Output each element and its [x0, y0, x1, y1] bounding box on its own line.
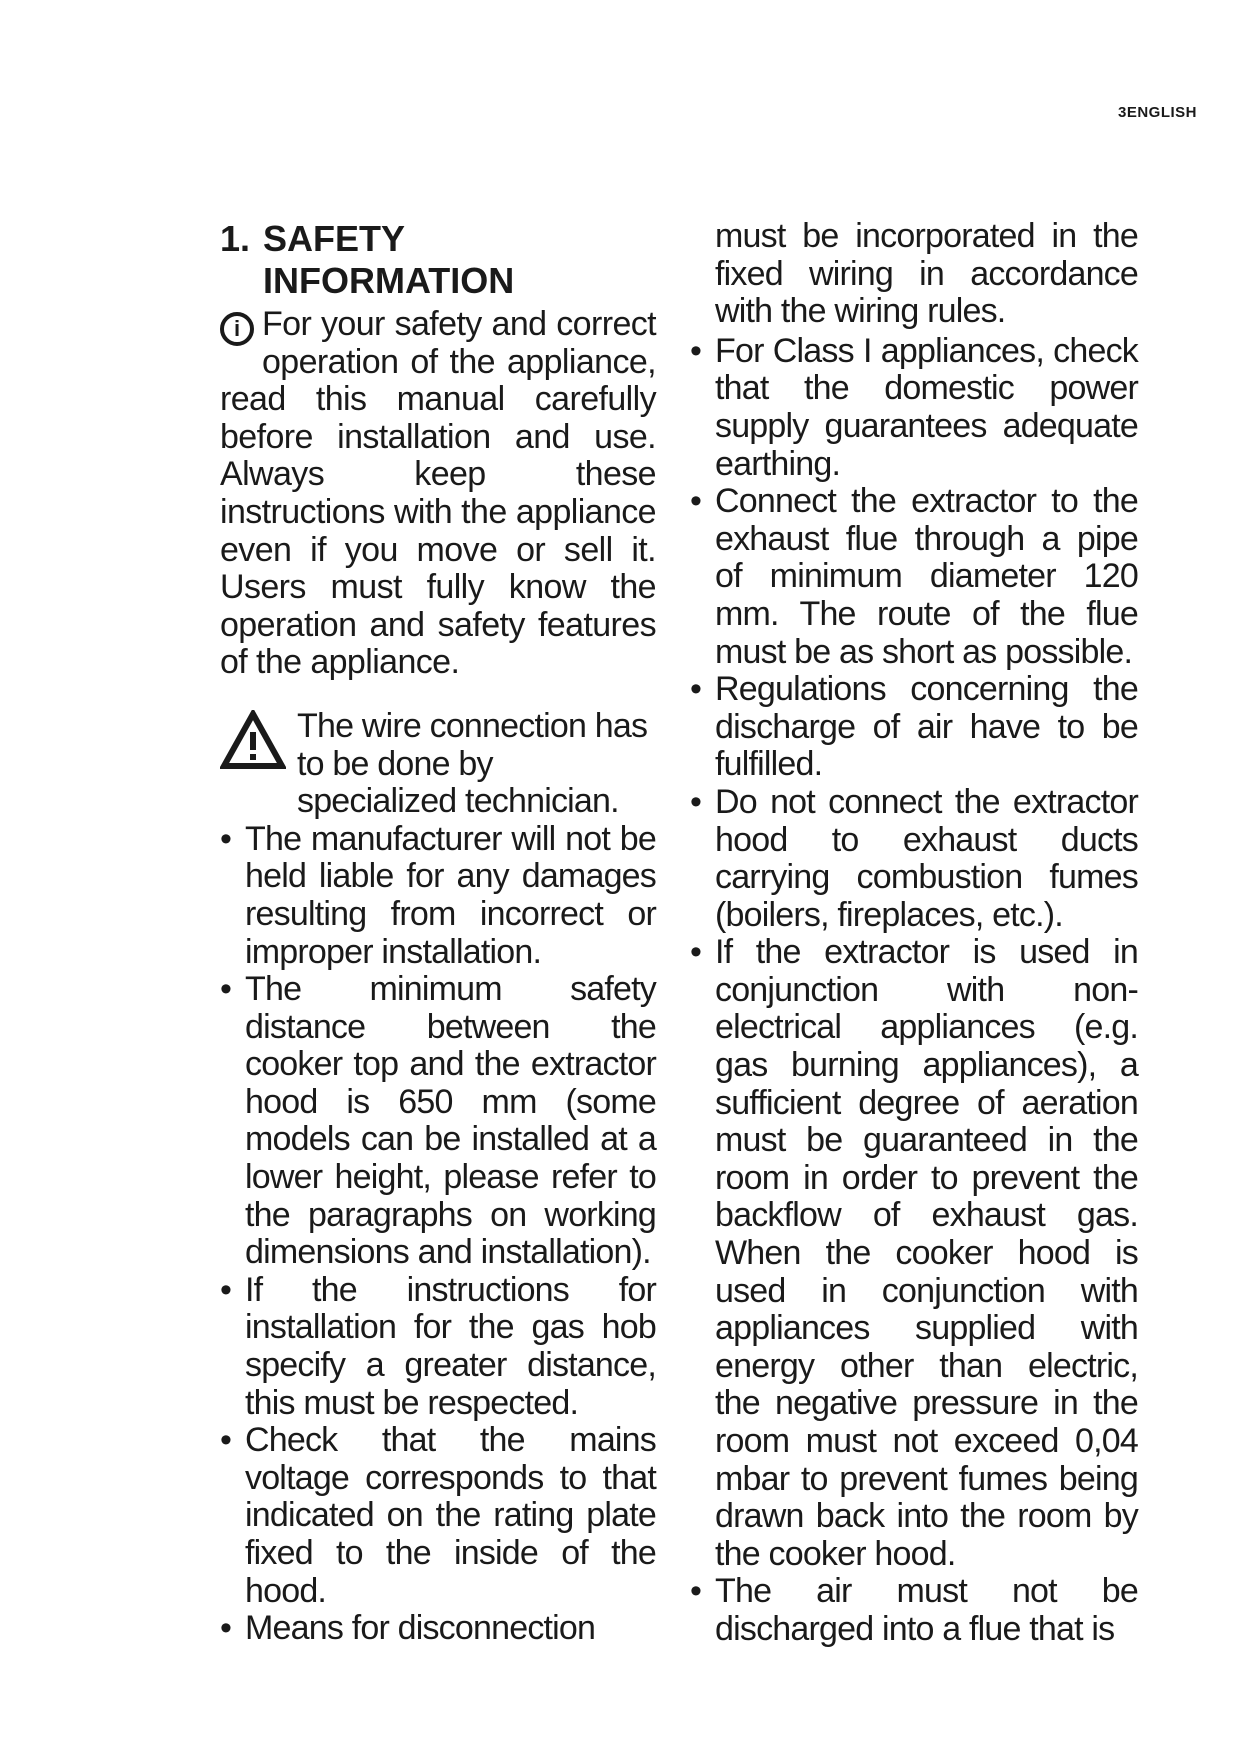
intro-text: For your safety and correct operation of the appliance, read this manual carefully before installation and use. Always keep these instructions with the appliance even if you move or sell it. Users must fully know the operation and safety features of the appliance.	[220, 305, 656, 682]
list-item: • The minimum safety distance between the cooker top and the extractor hood is 650 mm (some models can be installed at a lower height, please refer to the paragraphs on working dimensions and installation).	[220, 970, 656, 1272]
list-item: • Connect the extractor to the exhaust flue through a pipe of minimum diameter 120 mm. The route of the flue must be as short as possible.	[690, 482, 1138, 671]
info-icon: i	[220, 312, 254, 346]
section-title: SAFETY INFORMATION	[263, 218, 515, 301]
list-item: • If the instructions for installation for the gas hob specify a greater distance, this must be respected.	[220, 1270, 656, 1422]
section-heading	[220, 218, 656, 302]
list-item: • Regulations concerning the discharge of air have to be fulfilled.	[690, 670, 1138, 784]
list-item: • Means for disconnection	[220, 1609, 596, 1648]
warning-text: The wire connection has to be done by specialized technician.	[297, 706, 648, 821]
left-bullet-list	[220, 821, 656, 1648]
right-bullet-list	[690, 333, 1138, 1649]
list-item: • Do not connect the extractor hood to exhaust ducts carrying combustion fumes (boilers, fireplaces, etc.).	[690, 782, 1138, 934]
continuation-text: must be incorporated in the fixed wiring in accordance with the wiring rules.	[715, 217, 1138, 331]
left-column	[220, 218, 656, 1648]
list-item: • If the extractor is used in conjunction with non-electrical appliances (e.g. gas burning appliances), a sufficient degree of aeration must be guaranteed in the room in order to prevent the backflow of exhaust gas. When the cooker hood is used in conjunction with appliances supplied with energy other than electric, the negative pressure in the room must not exceed 0,04 mbar to prevent fumes being drawn back into the room by the cooker hood.	[690, 933, 1138, 1573]
warning-triangle-icon	[220, 710, 286, 770]
list-item: • Check that the mains voltage corresponds to that indicated on the rating plate fixed to the inside of the hood.	[220, 1421, 656, 1610]
warning-block	[220, 708, 656, 821]
list-item: • The manufacturer will not be held liable for any damages resulting from incorrect or improper installation.	[220, 819, 656, 971]
list-item: • The air must not be discharged into a flue that is	[690, 1572, 1138, 1648]
right-column	[690, 218, 1138, 1649]
page-header: 3ENGLISH	[1118, 104, 1198, 121]
intro-block	[220, 306, 656, 682]
section-number: 1.	[220, 218, 251, 259]
list-item: • For Class I appliances, check that the domestic power supply guarantees adequate earthing.	[690, 331, 1138, 483]
